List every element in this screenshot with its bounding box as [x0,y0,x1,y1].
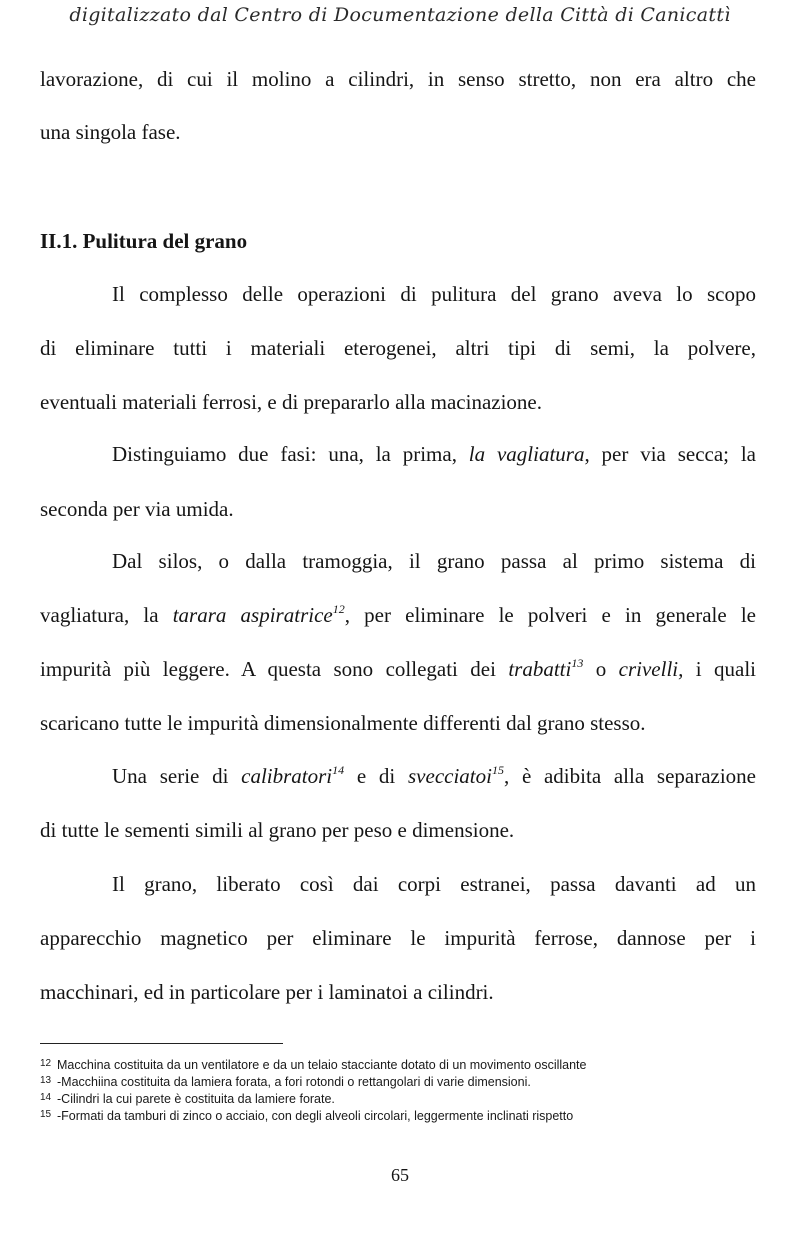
page-number: 65 [391,1165,409,1185]
body-line: una singola fase. [40,120,181,144]
body-line: Una serie di calibratori$^{14}$ e di svecciatoi$^{15}$, è adibita alla separazione [112,763,756,788]
body-line: Dal silos, o dalla tramoggia, il grano passa al primo sistema di [112,549,756,573]
body-line: apparecchio magnetico per eliminare le impurità ferrose, dannose per i [40,926,756,950]
body-line: macchinari, ed in particolare per i laminatoi a cilindri. [40,980,494,1004]
body-line: Il grano, liberato così dai corpi estranei, passa davanti ad un [112,872,756,896]
body-line: lavorazione, di cui il molino a cilindri, in senso stretto, non era altro che [40,67,756,91]
body-line: Il complesso delle operazioni di pulitura del grano aveva lo scopo [112,282,756,306]
body-line: Distinguiamo due fasi: una, la prima, la vagliatura, per via secca; la [112,442,756,466]
body-line: di eliminare tutti i materiali eterogenei, altri tipi di semi, la polvere, [40,336,756,360]
footnote: 12 Macchina costituita da un ventilatore e da un telaio stacciante dotato di un movimento oscillante [40,1058,587,1072]
footnote: 13 -Macchiina costituita da lamiera forata, a fori rotondi o rettangolari di varie dimensioni. [40,1075,531,1089]
footnote-ref: 12 [332,602,345,616]
body-line: vagliatura, la tarara aspiratrice$^{12}$, per eliminare le polveri e in generale le [40,602,756,627]
footnote-divider [40,1043,283,1044]
body-line: impurità più leggere. A questa sono collegati dei trabatti$^{13}$ o crivelli, i quali [40,656,756,681]
footnote-ref: 15 [491,763,504,777]
footnote: 15 -Formati da tamburi di zinco o acciaio, con degli alveoli circolari, leggermente inclinati rispetto [40,1109,574,1123]
footnote: 14 -Cilindri la cui parete è costituita da lamiere forate. [40,1092,335,1106]
body-line: seconda per via umida. [40,497,234,521]
body-line: scaricano tutte le impurità dimensionalmente differenti dal grano stesso. [40,711,646,735]
footnote-ref: 13 [571,656,584,670]
digitization-watermark: digitalizzato dal Centro di Documentazione della Città di Canicattì [69,4,731,26]
section-heading: II.1. Pulitura del grano [40,229,248,253]
footnote-ref: 14 [332,763,345,777]
body-line: eventuali materiali ferrosi, e di prepararlo alla macinazione. [40,390,543,414]
body-line: di tutte le sementi simili al grano per peso e dimensione. [40,818,515,842]
